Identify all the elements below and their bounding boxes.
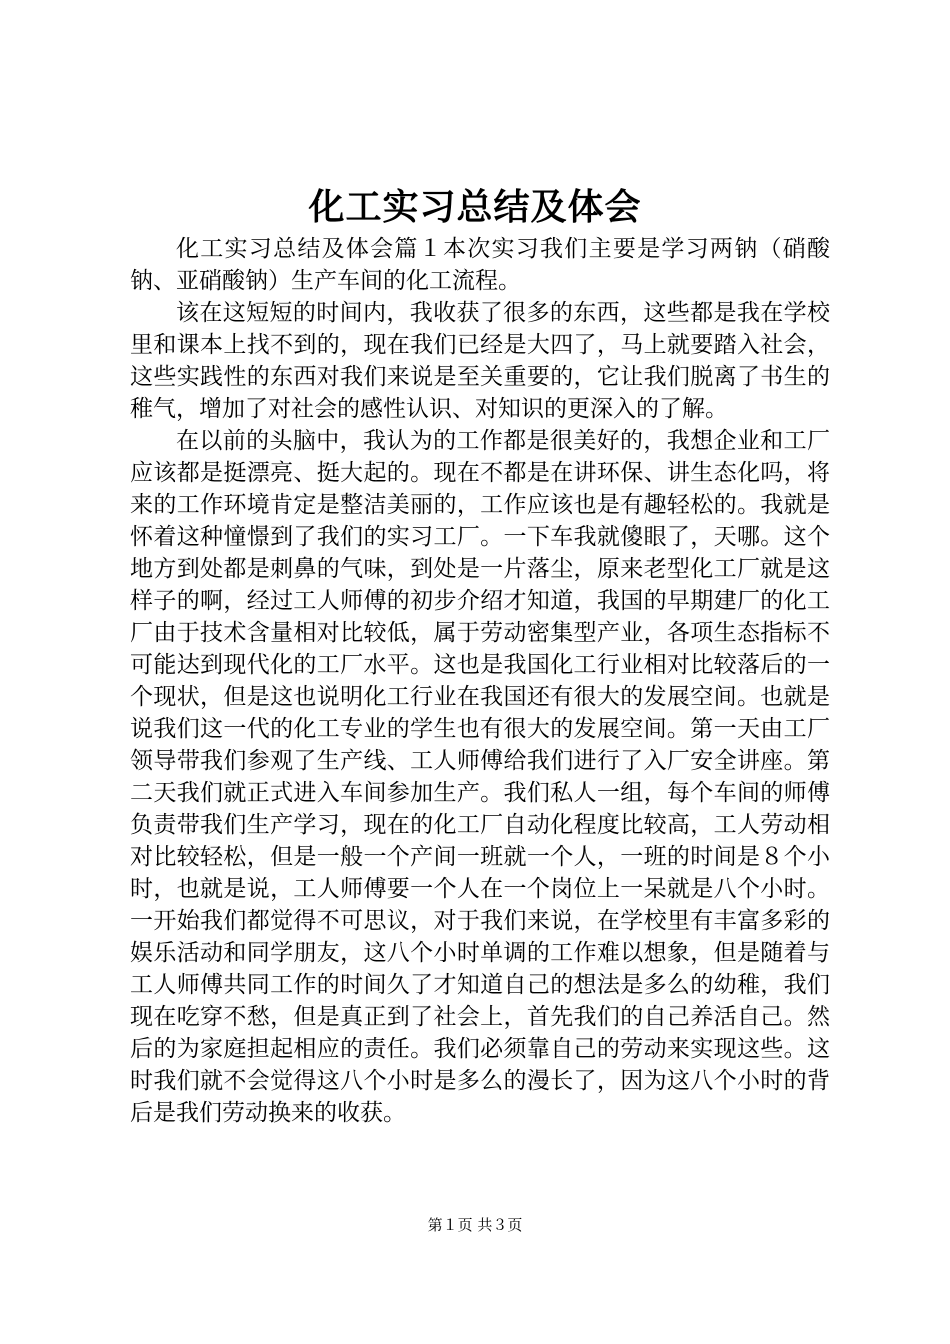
paragraph-3: 在以前的头脑中，我认为的工作都是很美好的，我想企业和工厂应该都是挺漂亮、挺大起的。现在不都是在讲环保、讲生态化吗，将来的工作环境肯定是整洁美丽的，工作应该也是有趣轻松的。我就是怀着这种憧憬到了我们的实习工厂。一下车我就傻眼了，天哪。这个地方到处都是刺鼻的气味，到处是一片落尘，原来老型化工厂就是这样子的啊，经过工人师傅的初步介绍才知道，我国的早期建厂的化工厂由于技术含量相对比较低，属于劳动密集型产业，各项生态指标不可能达到现代化的工厂水平。这也是我国化工行业相对比较落后的一个现状，但是这也说明化工行业在我国还有很大的发展空间。也就是说我们这一代的化工专业的学生也有很大的发展空间。第一天由工厂领导带我们参观了生产线、工人师傅给我们进行了入厂安全讲座。第二天我们就正式进入车间参加生产。我们私人一组，每个车间的师傅负责带我们生产学习，现在的化工厂自动化程度比较高，工人劳动相对比较轻松，但是一般一个产间一班就一个人，一班的时间是８个小时，也就是说，工人师傅要一个人在一个岗位上一呆就是八个小时。一开始我们都觉得不可思议，对于我们来说，在学校里有丰富多彩的娱乐活动和同学朋友，这八个小时单调的工作难以想象，但是随着与工人师傅共同工作的时间久了才知道自己的想法是多么的幼稚，我们现在吃穿不愁，但是真正到了社会上，首先我们的自己养活自己。然后的为家庭担起相应的责任。我们必须靠自己的劳动来实现这些。这时我们就不会觉得这八个小时是多么的漫长了，因为这八个小时的背后是我们劳动换来的收获。: [130, 428, 830, 1126]
page-footer: 第１页 共３页: [427, 1216, 523, 1234]
document-title: 化工实习总结及体会: [308, 186, 642, 228]
paragraph-2: 该在这短短的时间内，我收获了很多的东西，这些都是我在学校里和课本上找不到的，现在我们已经是大四了，马上就要踏入社会，这些实践性的东西对我们来说是至关重要的，它让我们脱离了书生的稚气，增加了对社会的感性认识、对知识的更深入的了解。: [130, 300, 830, 422]
document-body: [130, 233, 830, 1129]
paragraph-1: 化工实习总结及体会篇１本次实习我们主要是学习两钠（硝酸钠、亚硝酸钠）生产车间的化工流程。: [130, 236, 830, 294]
